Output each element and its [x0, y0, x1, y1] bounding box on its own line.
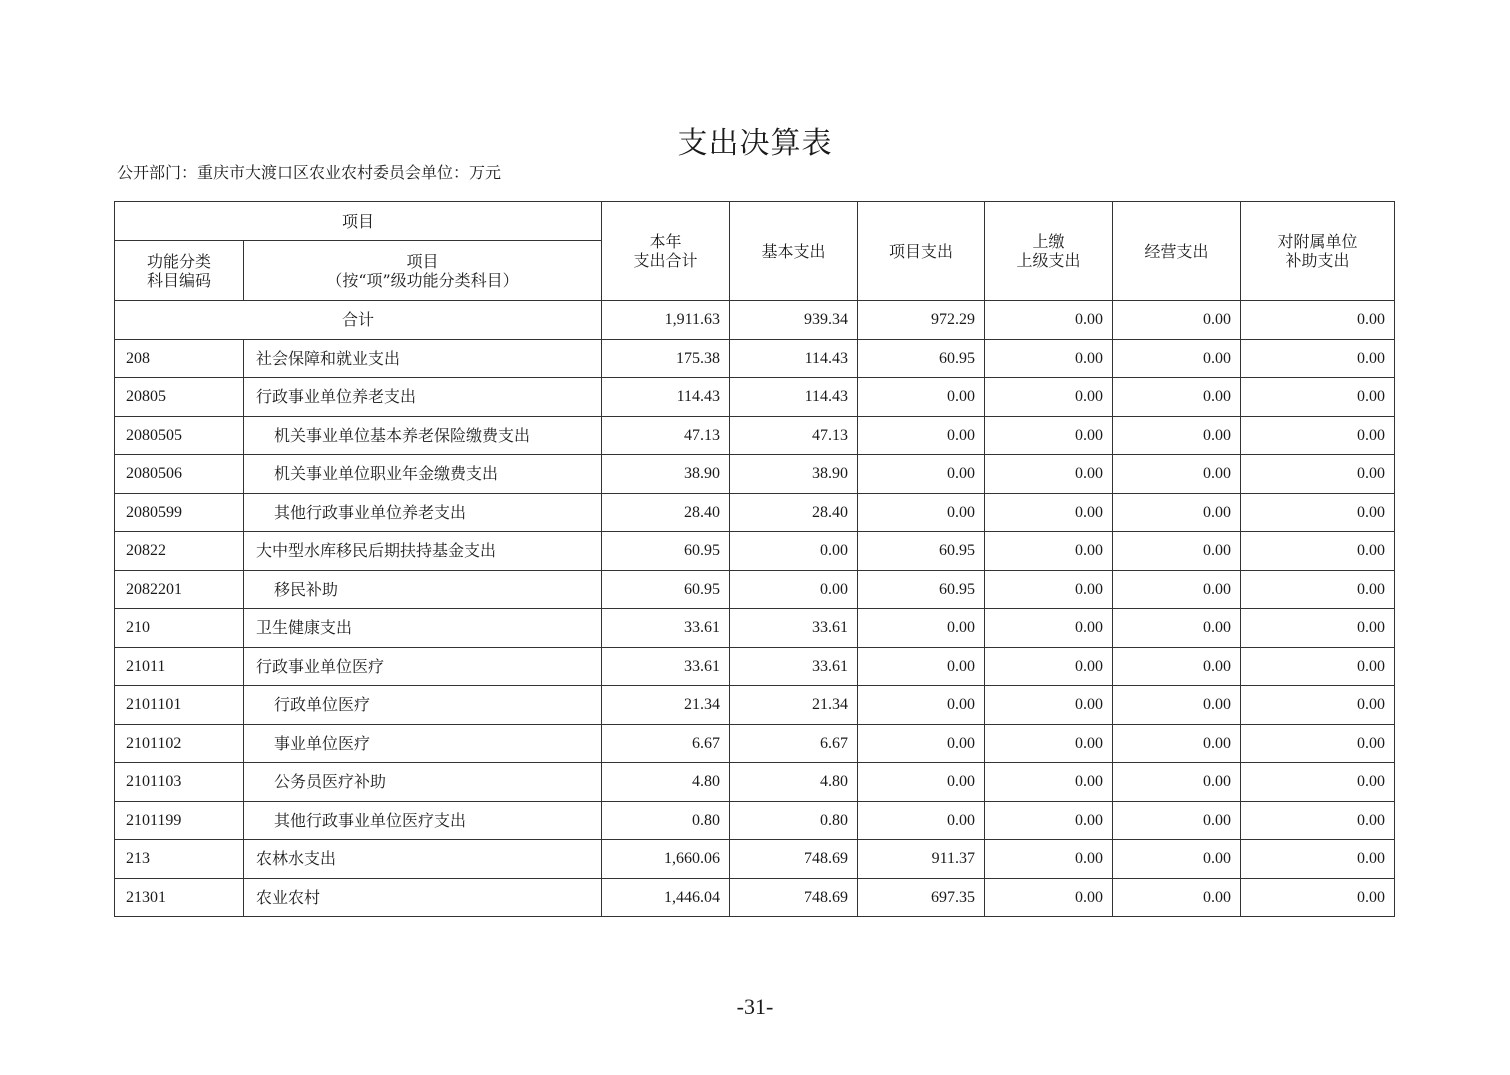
header-name-line1: 项目	[406, 251, 439, 271]
row-upper: 0.00	[985, 724, 1113, 763]
row-project: 0.00	[858, 801, 985, 840]
header-item-group: 项目	[115, 202, 602, 241]
total-label: 合计	[115, 301, 602, 340]
row-name: 事业单位医疗	[244, 724, 602, 763]
row-total: 47.13	[602, 416, 730, 455]
row-code: 2080599	[115, 493, 244, 532]
row-project: 911.37	[858, 840, 985, 879]
row-basic: 6.67	[730, 724, 858, 763]
header-business: 经营支出	[1113, 202, 1241, 301]
row-project: 0.00	[858, 763, 985, 802]
row-upper: 0.00	[985, 416, 1113, 455]
row-project: 0.00	[858, 609, 985, 648]
row-subsidy: 0.00	[1241, 378, 1395, 417]
row-basic: 748.69	[730, 878, 858, 917]
row-business: 0.00	[1113, 801, 1241, 840]
row-name: 社会保障和就业支出	[244, 339, 602, 378]
row-total: 60.95	[602, 532, 730, 571]
row-basic: 0.00	[730, 570, 858, 609]
row-business: 0.00	[1113, 840, 1241, 879]
row-total: 28.40	[602, 493, 730, 532]
row-upper: 0.00	[985, 878, 1113, 917]
row-name: 公务员医疗补助	[244, 763, 602, 802]
table-row	[115, 339, 1395, 378]
total-cell-subsidy: 0.00	[1241, 301, 1395, 340]
row-project: 0.00	[858, 724, 985, 763]
row-code: 2080505	[115, 416, 244, 455]
row-upper: 0.00	[985, 609, 1113, 648]
total-cell-project: 972.29	[858, 301, 985, 340]
row-business: 0.00	[1113, 416, 1241, 455]
total-cell-basic: 939.34	[730, 301, 858, 340]
row-subsidy: 0.00	[1241, 801, 1395, 840]
header-total-line1: 本年	[649, 232, 682, 251]
department-unit-line: 公开部门：重庆市大渡口区农业农村委员会单位：万元	[117, 163, 502, 182]
row-name: 农林水支出	[244, 840, 602, 879]
header-project: 项目支出	[858, 202, 985, 301]
table-row	[115, 532, 1395, 571]
row-subsidy: 0.00	[1241, 493, 1395, 532]
row-upper: 0.00	[985, 378, 1113, 417]
header-subsidy-line2: 补助支出	[1285, 251, 1350, 270]
row-code: 20805	[115, 378, 244, 417]
table-row	[115, 570, 1395, 609]
row-name: 卫生健康支出	[244, 609, 602, 648]
header-name-line2: （按“项”级功能分类科目）	[326, 270, 519, 290]
row-total: 1,446.04	[602, 878, 730, 917]
row-total: 6.67	[602, 724, 730, 763]
table-row	[115, 686, 1395, 725]
row-project: 60.95	[858, 339, 985, 378]
total-cell-business: 0.00	[1113, 301, 1241, 340]
header-subsidy-line1: 对附属单位	[1277, 232, 1358, 251]
row-basic: 0.00	[730, 532, 858, 571]
row-subsidy: 0.00	[1241, 647, 1395, 686]
header-basic: 基本支出	[730, 202, 858, 301]
row-basic: 38.90	[730, 455, 858, 494]
row-business: 0.00	[1113, 647, 1241, 686]
row-project: 0.00	[858, 455, 985, 494]
row-total: 21.34	[602, 686, 730, 725]
row-name: 大中型水库移民后期扶持基金支出	[244, 532, 602, 571]
row-code: 2080506	[115, 455, 244, 494]
row-project: 0.00	[858, 647, 985, 686]
row-business: 0.00	[1113, 763, 1241, 802]
row-business: 0.00	[1113, 378, 1241, 417]
total-cell-total: 1,911.63	[602, 301, 730, 340]
row-code: 208	[115, 339, 244, 378]
row-code: 2101199	[115, 801, 244, 840]
row-subsidy: 0.00	[1241, 532, 1395, 571]
row-basic: 33.61	[730, 647, 858, 686]
total-cell-upper: 0.00	[985, 301, 1113, 340]
row-upper: 0.00	[985, 570, 1113, 609]
row-name: 机关事业单位职业年金缴费支出	[244, 455, 602, 494]
page-title: 支出决算表	[677, 126, 833, 161]
table-row	[115, 647, 1395, 686]
row-subsidy: 0.00	[1241, 686, 1395, 725]
row-project: 697.35	[858, 878, 985, 917]
row-code: 210	[115, 609, 244, 648]
row-basic: 21.34	[730, 686, 858, 725]
row-upper: 0.00	[985, 493, 1113, 532]
header-name	[244, 241, 602, 301]
table-row	[115, 801, 1395, 840]
row-name: 行政事业单位医疗	[244, 647, 602, 686]
header-upper	[985, 202, 1113, 301]
table-row	[115, 378, 1395, 417]
row-subsidy: 0.00	[1241, 455, 1395, 494]
row-business: 0.00	[1113, 609, 1241, 648]
row-total: 1,660.06	[602, 840, 730, 879]
row-upper: 0.00	[985, 763, 1113, 802]
header-upper-line2: 上级支出	[1016, 251, 1081, 270]
row-total: 33.61	[602, 609, 730, 648]
header-code	[115, 241, 244, 301]
row-project: 0.00	[858, 378, 985, 417]
row-project: 0.00	[858, 686, 985, 725]
row-total: 114.43	[602, 378, 730, 417]
row-upper: 0.00	[985, 686, 1113, 725]
row-subsidy: 0.00	[1241, 763, 1395, 802]
row-code: 21011	[115, 647, 244, 686]
row-code: 2101103	[115, 763, 244, 802]
header-total-line2: 支出合计	[633, 251, 698, 270]
row-upper: 0.00	[985, 840, 1113, 879]
row-total: 175.38	[602, 339, 730, 378]
row-basic: 28.40	[730, 493, 858, 532]
row-code: 21301	[115, 878, 244, 917]
row-name: 农业农村	[244, 878, 602, 917]
row-subsidy: 0.00	[1241, 724, 1395, 763]
row-basic: 47.13	[730, 416, 858, 455]
header-upper-line1: 上缴	[1032, 232, 1065, 251]
row-name: 机关事业单位基本养老保险缴费支出	[244, 416, 602, 455]
row-code: 2082201	[115, 570, 244, 609]
row-subsidy: 0.00	[1241, 570, 1395, 609]
row-business: 0.00	[1113, 686, 1241, 725]
row-subsidy: 0.00	[1241, 416, 1395, 455]
header-subsidy	[1241, 202, 1395, 301]
row-code: 2101101	[115, 686, 244, 725]
row-basic: 114.43	[730, 339, 858, 378]
row-total: 0.80	[602, 801, 730, 840]
row-basic: 114.43	[730, 378, 858, 417]
row-code: 213	[115, 840, 244, 879]
header-code-line2: 科目编码	[146, 270, 211, 290]
row-project: 60.95	[858, 532, 985, 571]
total-row	[115, 301, 1395, 340]
row-name: 行政事业单位养老支出	[244, 378, 602, 417]
row-business: 0.00	[1113, 455, 1241, 494]
row-upper: 0.00	[985, 647, 1113, 686]
expenditure-table	[114, 201, 1395, 917]
row-total: 4.80	[602, 763, 730, 802]
row-business: 0.00	[1113, 570, 1241, 609]
table-row	[115, 840, 1395, 879]
row-upper: 0.00	[985, 532, 1113, 571]
row-business: 0.00	[1113, 493, 1241, 532]
row-project: 0.00	[858, 416, 985, 455]
row-basic: 33.61	[730, 609, 858, 648]
table-row	[115, 455, 1395, 494]
page-number: -31-	[736, 994, 774, 1019]
table-row	[115, 609, 1395, 648]
row-project: 0.00	[858, 493, 985, 532]
row-business: 0.00	[1113, 878, 1241, 917]
row-name: 其他行政事业单位医疗支出	[244, 801, 602, 840]
row-business: 0.00	[1113, 532, 1241, 571]
table-row	[115, 763, 1395, 802]
row-business: 0.00	[1113, 724, 1241, 763]
table-row	[115, 724, 1395, 763]
row-subsidy: 0.00	[1241, 840, 1395, 879]
row-basic: 4.80	[730, 763, 858, 802]
row-upper: 0.00	[985, 339, 1113, 378]
header-code-line1: 功能分类	[146, 251, 211, 271]
row-subsidy: 0.00	[1241, 339, 1395, 378]
row-basic: 0.80	[730, 801, 858, 840]
row-code: 20822	[115, 532, 244, 571]
table-row	[115, 493, 1395, 532]
row-name: 行政单位医疗	[244, 686, 602, 725]
row-total: 38.90	[602, 455, 730, 494]
row-upper: 0.00	[985, 455, 1113, 494]
row-code: 2101102	[115, 724, 244, 763]
table-row	[115, 416, 1395, 455]
table-row	[115, 878, 1395, 917]
row-business: 0.00	[1113, 339, 1241, 378]
row-total: 33.61	[602, 647, 730, 686]
row-subsidy: 0.00	[1241, 609, 1395, 648]
row-project: 60.95	[858, 570, 985, 609]
row-subsidy: 0.00	[1241, 878, 1395, 917]
row-name: 移民补助	[244, 570, 602, 609]
header-total	[602, 202, 730, 301]
row-basic: 748.69	[730, 840, 858, 879]
row-upper: 0.00	[985, 801, 1113, 840]
row-total: 60.95	[602, 570, 730, 609]
row-name: 其他行政事业单位养老支出	[244, 493, 602, 532]
